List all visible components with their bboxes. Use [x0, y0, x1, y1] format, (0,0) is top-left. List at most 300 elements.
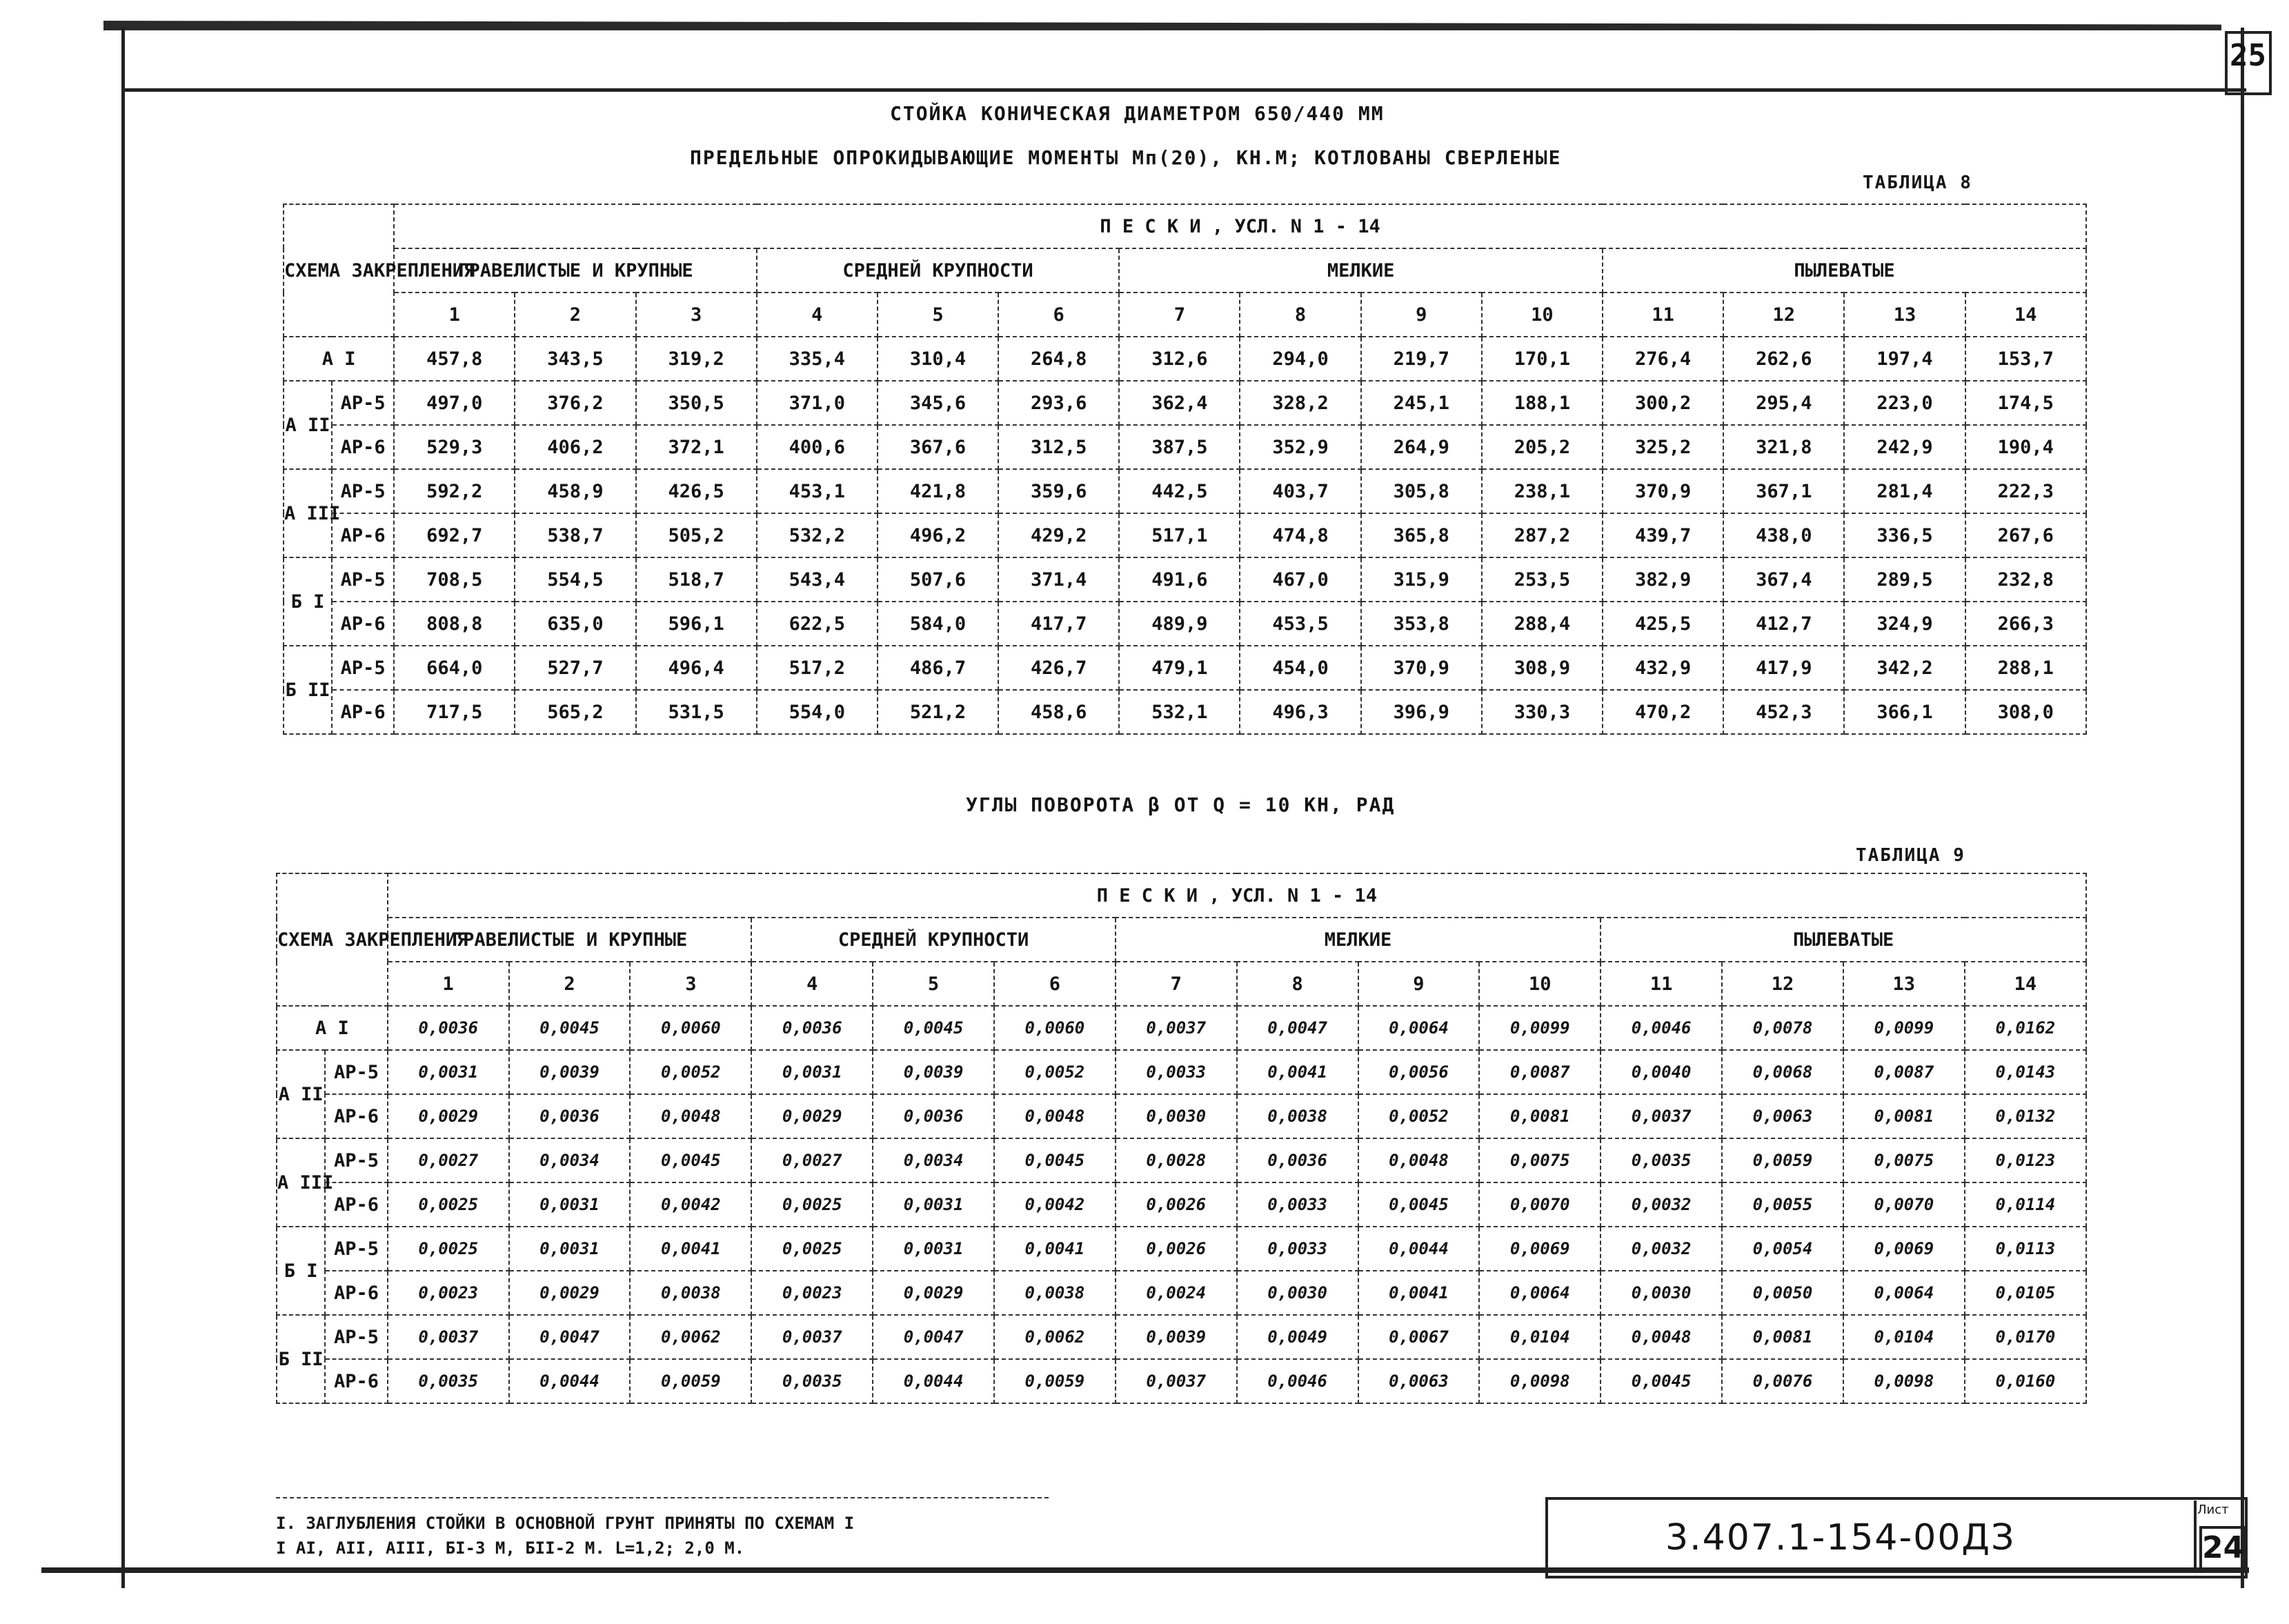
table-row — [284, 646, 2086, 690]
table-cell: 426,5 — [636, 469, 757, 513]
title-block-stamp — [1545, 1497, 2248, 1578]
table-cell: 417,7 — [998, 602, 1119, 646]
frame-right-line — [2241, 28, 2244, 1588]
table-cell: 554,0 — [757, 690, 878, 734]
table-cell: 0,0048 — [1358, 1138, 1480, 1182]
table-cell: 0,0047 — [1237, 1006, 1358, 1050]
column-number: 7 — [1116, 962, 1237, 1006]
scheme-label: А I — [277, 1006, 388, 1050]
table-cell: 315,9 — [1361, 557, 1482, 602]
table-cell: 0,0044 — [509, 1359, 631, 1403]
table-cell: 0,0032 — [1601, 1227, 1722, 1271]
table-cell: 496,2 — [878, 513, 998, 557]
scheme-label: Б I — [277, 1227, 325, 1315]
scheme-label: Б I — [284, 557, 332, 646]
table-cell: 0,0050 — [1722, 1271, 1843, 1315]
table-cell: 0,0037 — [1601, 1094, 1722, 1138]
table-cell: 0,0033 — [1116, 1050, 1237, 1094]
anchor-type: АР-6 — [332, 602, 394, 646]
column-number: 3 — [630, 962, 751, 1006]
scheme-label: А I — [284, 337, 394, 381]
table-cell: 0,0037 — [1116, 1006, 1237, 1050]
soil-header: П Е С К И , УСЛ. N 1 - 14 — [388, 873, 2086, 918]
column-number: 5 — [873, 962, 994, 1006]
table-cell: 0,0045 — [1358, 1182, 1480, 1227]
table-cell: 0,0036 — [1237, 1138, 1358, 1182]
table-cell: 305,8 — [1361, 469, 1482, 513]
table-cell: 232,8 — [1965, 557, 2086, 602]
column-number: 2 — [515, 293, 635, 337]
table-cell: 0,0075 — [1479, 1138, 1601, 1182]
table-cell: 293,6 — [998, 381, 1119, 425]
table-cell: 0,0098 — [1479, 1359, 1601, 1403]
table-cell: 0,0034 — [873, 1138, 994, 1182]
table-cell: 0,0030 — [1237, 1271, 1358, 1315]
frame-left-line — [121, 28, 125, 1588]
table-cell: 253,5 — [1482, 557, 1603, 602]
table-cell: 0,0034 — [509, 1138, 631, 1182]
table-cell: 0,0036 — [873, 1094, 994, 1138]
table-cell: 328,2 — [1240, 381, 1360, 425]
table-cell: 310,4 — [878, 337, 998, 381]
sheet-number: 24 — [2199, 1526, 2245, 1570]
table-cell: 0,0047 — [873, 1315, 994, 1359]
table-cell: 0,0040 — [1601, 1050, 1722, 1094]
table-cell: 565,2 — [515, 690, 635, 734]
column-number: 2 — [509, 962, 631, 1006]
table-cell: 0,0041 — [994, 1227, 1116, 1271]
table-cell: 403,7 — [1240, 469, 1360, 513]
table-cell: 470,2 — [1603, 690, 1723, 734]
table-cell: 238,1 — [1482, 469, 1603, 513]
column-number: 11 — [1603, 293, 1723, 337]
table-cell: 367,1 — [1723, 469, 1844, 513]
anchor-type: АР-5 — [332, 469, 394, 513]
table-cell: 0,0123 — [1965, 1138, 2086, 1182]
table-cell: 223,0 — [1844, 381, 1965, 425]
anchor-type: АР-5 — [332, 646, 394, 690]
table-cell: 0,0059 — [630, 1359, 751, 1403]
table-cell: 0,0105 — [1965, 1271, 2086, 1315]
table-cell: 453,1 — [757, 469, 878, 513]
sheet-corner-number: 25 — [2230, 38, 2266, 73]
table-cell: 592,2 — [394, 469, 515, 513]
table-cell: 442,5 — [1119, 469, 1240, 513]
anchor-type: АР-6 — [325, 1094, 387, 1138]
table-cell: 0,0048 — [1601, 1315, 1722, 1359]
table-cell: 479,1 — [1119, 646, 1240, 690]
table-cell: 153,7 — [1965, 337, 2086, 381]
table-cell: 352,9 — [1240, 425, 1360, 469]
table-cell: 0,0070 — [1843, 1182, 1965, 1227]
table-cell: 0,0069 — [1479, 1227, 1601, 1271]
table-cell: 429,2 — [998, 513, 1119, 557]
table-cell: 0,0062 — [994, 1315, 1116, 1359]
table-cell: 0,0081 — [1843, 1094, 1965, 1138]
table-cell: 188,1 — [1482, 381, 1603, 425]
anchor-type: АР-5 — [325, 1315, 387, 1359]
scheme-header: СХЕМА ЗАКРЕПЛЕНИЯ — [277, 873, 388, 1006]
table-cell: 0,0031 — [388, 1050, 509, 1094]
table-cell: 0,0098 — [1843, 1359, 1965, 1403]
anchor-type: АР-5 — [332, 557, 394, 602]
table-cell: 527,7 — [515, 646, 635, 690]
table-cell: 312,6 — [1119, 337, 1240, 381]
table-cell: 0,0045 — [630, 1138, 751, 1182]
table-cell: 0,0055 — [1722, 1182, 1843, 1227]
anchor-type: АР-6 — [325, 1271, 387, 1315]
table-cell: 367,6 — [878, 425, 998, 469]
scheme-label: А III — [284, 469, 332, 557]
table-cell: 0,0160 — [1965, 1359, 2086, 1403]
table-cell: 0,0036 — [388, 1006, 509, 1050]
table-cell: 276,4 — [1603, 337, 1723, 381]
table-cell: 0,0087 — [1479, 1050, 1601, 1094]
column-number: 6 — [998, 293, 1119, 337]
column-number: 13 — [1843, 962, 1965, 1006]
column-number: 10 — [1482, 293, 1603, 337]
table-cell: 0,0023 — [751, 1271, 873, 1315]
table-cell: 0,0068 — [1722, 1050, 1843, 1094]
column-number: 7 — [1119, 293, 1240, 337]
table-cell: 0,0056 — [1358, 1050, 1480, 1094]
soil-group-header: ГРАВЕЛИСТЫЕ И КРУПНЫЕ — [388, 918, 752, 962]
table-row — [277, 1094, 2086, 1138]
table-cell: 0,0033 — [1237, 1227, 1358, 1271]
table-cell: 622,5 — [757, 602, 878, 646]
table-cell: 0,0023 — [388, 1271, 509, 1315]
table-cell: 336,5 — [1844, 513, 1965, 557]
table-cell: 222,3 — [1965, 469, 2086, 513]
table-cell: 0,0036 — [751, 1006, 873, 1050]
table-cell: 242,9 — [1844, 425, 1965, 469]
table-cell: 0,0026 — [1116, 1182, 1237, 1227]
table-cell: 529,3 — [394, 425, 515, 469]
table-cell: 371,0 — [757, 381, 878, 425]
table-cell: 531,5 — [636, 690, 757, 734]
table-cell: 521,2 — [878, 690, 998, 734]
table-row — [277, 1227, 2086, 1271]
column-number: 8 — [1237, 962, 1358, 1006]
table-row — [277, 1182, 2086, 1227]
table-cell: 0,0031 — [509, 1227, 631, 1271]
table-cell: 0,0031 — [873, 1182, 994, 1227]
table-cell: 0,0045 — [873, 1006, 994, 1050]
table-cell: 538,7 — [515, 513, 635, 557]
table-cell: 359,6 — [998, 469, 1119, 513]
table-cell: 0,0031 — [873, 1227, 994, 1271]
table-cell: 0,0044 — [873, 1359, 994, 1403]
scheme-label: А III — [277, 1138, 325, 1227]
table-cell: 0,0081 — [1722, 1315, 1843, 1359]
table-cell: 0,0038 — [994, 1271, 1116, 1315]
table9-caption: УГЛЫ ПОВОРОТА β ОТ Q = 10 КН, РАД — [966, 793, 1396, 816]
table-cell: 0,0027 — [388, 1138, 509, 1182]
table-cell: 288,4 — [1482, 602, 1603, 646]
table-cell: 0,0041 — [1237, 1050, 1358, 1094]
table-cell: 489,9 — [1119, 602, 1240, 646]
table-cell: 0,0170 — [1965, 1315, 2086, 1359]
table-cell: 0,0162 — [1965, 1006, 2086, 1050]
table-cell: 0,0076 — [1722, 1359, 1843, 1403]
table-cell: 0,0029 — [873, 1271, 994, 1315]
anchor-type: АР-5 — [325, 1227, 387, 1271]
table-cell: 517,2 — [757, 646, 878, 690]
table-cell: 518,7 — [636, 557, 757, 602]
table-row — [284, 469, 2086, 513]
table-cell: 458,9 — [515, 469, 635, 513]
table-cell: 0,0033 — [1237, 1182, 1358, 1227]
column-number: 4 — [757, 293, 878, 337]
table-cell: 365,8 — [1361, 513, 1482, 557]
table-row — [284, 337, 2086, 381]
table-cell: 0,0039 — [873, 1050, 994, 1094]
table-cell: 287,2 — [1482, 513, 1603, 557]
table-cell: 0,0027 — [751, 1138, 873, 1182]
table-cell: 0,0078 — [1722, 1006, 1843, 1050]
table-cell: 0,0044 — [1358, 1227, 1480, 1271]
table-cell: 438,0 — [1723, 513, 1844, 557]
soil-group-header: ПЫЛЕВАТЫЕ — [1603, 248, 2086, 293]
table-cell: 0,0024 — [1116, 1271, 1237, 1315]
table-cell: 505,2 — [636, 513, 757, 557]
table-cell: 0,0049 — [1237, 1315, 1358, 1359]
table-cell: 0,0046 — [1601, 1006, 1722, 1050]
table-cell: 262,6 — [1723, 337, 1844, 381]
table-cell: 0,0052 — [994, 1050, 1116, 1094]
table-cell: 372,1 — [636, 425, 757, 469]
table-cell: 190,4 — [1965, 425, 2086, 469]
table-cell: 0,0026 — [1116, 1227, 1237, 1271]
table-cell: 0,0030 — [1116, 1094, 1237, 1138]
table-cell: 517,1 — [1119, 513, 1240, 557]
table-cell: 370,9 — [1361, 646, 1482, 690]
table-cell: 0,0025 — [388, 1227, 509, 1271]
soil-group-header: СРЕДНЕЙ КРУПНОСТИ — [757, 248, 1120, 293]
scheme-label: Б II — [284, 646, 332, 734]
table-cell: 425,5 — [1603, 602, 1723, 646]
table-cell: 454,0 — [1240, 646, 1360, 690]
column-number: 14 — [1965, 962, 2086, 1006]
table-cell: 324,9 — [1844, 602, 1965, 646]
table-cell: 174,5 — [1965, 381, 2086, 425]
table-cell: 312,5 — [998, 425, 1119, 469]
anchor-type: АР-5 — [325, 1050, 387, 1094]
table-cell: 0,0114 — [1965, 1182, 2086, 1227]
table-cell: 321,8 — [1723, 425, 1844, 469]
column-number: 4 — [751, 962, 873, 1006]
table-cell: 170,1 — [1482, 337, 1603, 381]
column-number: 5 — [878, 293, 998, 337]
table-cell: 532,1 — [1119, 690, 1240, 734]
table-cell: 197,4 — [1844, 337, 1965, 381]
table-row — [277, 1359, 2086, 1403]
table-cell: 0,0052 — [1358, 1094, 1480, 1138]
table-cell: 0,0029 — [509, 1271, 631, 1315]
anchor-type: АР-6 — [325, 1182, 387, 1227]
table-cell: 0,0060 — [630, 1006, 751, 1050]
table-cell: 406,2 — [515, 425, 635, 469]
table-cell: 458,6 — [998, 690, 1119, 734]
table-cell: 0,0099 — [1843, 1006, 1965, 1050]
table-cell: 0,0063 — [1358, 1359, 1480, 1403]
table-cell: 308,9 — [1482, 646, 1603, 690]
table-cell: 0,0081 — [1479, 1094, 1601, 1138]
table-cell: 0,0087 — [1843, 1050, 1965, 1094]
table-cell: 584,0 — [878, 602, 998, 646]
anchor-type: АР-6 — [325, 1359, 387, 1403]
table-row — [284, 425, 2086, 469]
note-line-1: I. ЗАГЛУБЛЕНИЯ СТОЙКИ В ОСНОВНОЙ ГРУНТ ПРИНЯТЫ ПО СХЕМАМ I — [276, 1514, 855, 1533]
table-cell: 400,6 — [757, 425, 878, 469]
table-cell: 330,3 — [1482, 690, 1603, 734]
table8-caption: ПРЕДЕЛЬНЫЕ ОПРОКИДЫВАЮЩИЕ МОМЕНТЫ Мп(20), КН.М; КОТЛОВАНЫ СВЕРЛЕНЫЕ — [690, 146, 1562, 169]
anchor-type: АР-6 — [332, 690, 394, 734]
table-cell: 692,7 — [394, 513, 515, 557]
table-cell: 474,8 — [1240, 513, 1360, 557]
table-row — [284, 690, 2086, 734]
table-cell: 0,0031 — [509, 1182, 631, 1227]
table-cell: 0,0046 — [1237, 1359, 1358, 1403]
column-number: 8 — [1240, 293, 1360, 337]
table-cell: 496,3 — [1240, 690, 1360, 734]
sheet-label: Лист — [2197, 1503, 2229, 1517]
notes-block — [276, 1497, 1049, 1567]
table-cell: 295,4 — [1723, 381, 1844, 425]
table-cell: 421,8 — [878, 469, 998, 513]
table-cell: 366,1 — [1844, 690, 1965, 734]
table-cell: 367,4 — [1723, 557, 1844, 602]
table-cell: 417,9 — [1723, 646, 1844, 690]
table-row — [284, 381, 2086, 425]
table-row — [277, 1315, 2086, 1359]
anchor-type: АР-5 — [332, 381, 394, 425]
column-number: 11 — [1601, 962, 1722, 1006]
column-number: 9 — [1361, 293, 1482, 337]
anchor-type: АР-5 — [325, 1138, 387, 1182]
soil-group-header: МЕЛКИЕ — [1116, 918, 1601, 962]
table-cell: 362,4 — [1119, 381, 1240, 425]
table-cell: 0,0075 — [1843, 1138, 1965, 1182]
table-cell: 467,0 — [1240, 557, 1360, 602]
table-cell: 635,0 — [515, 602, 635, 646]
table-cell: 325,2 — [1603, 425, 1723, 469]
table-cell: 0,0070 — [1479, 1182, 1601, 1227]
table-cell: 486,7 — [878, 646, 998, 690]
table-cell: 245,1 — [1361, 381, 1482, 425]
column-number: 9 — [1358, 962, 1480, 1006]
table-cell: 532,2 — [757, 513, 878, 557]
column-number: 1 — [388, 962, 509, 1006]
table-cell: 0,0045 — [509, 1006, 631, 1050]
table-cell: 0,0048 — [630, 1094, 751, 1138]
table-cell: 0,0113 — [1965, 1227, 2086, 1271]
soil-group-header: СРЕДНЕЙ КРУПНОСТИ — [751, 918, 1116, 962]
column-number: 14 — [1965, 293, 2086, 337]
table-cell: 370,9 — [1603, 469, 1723, 513]
table-cell: 0,0064 — [1479, 1271, 1601, 1315]
table-cell: 267,6 — [1965, 513, 2086, 557]
table-cell: 0,0067 — [1358, 1315, 1480, 1359]
table-cell: 717,5 — [394, 690, 515, 734]
table-row — [277, 1006, 2086, 1050]
table-cell: 596,1 — [636, 602, 757, 646]
table-row — [277, 1138, 2086, 1182]
soil-group-header: МЕЛКИЕ — [1119, 248, 1603, 293]
table-cell: 432,9 — [1603, 646, 1723, 690]
column-number: 12 — [1722, 962, 1843, 1006]
column-number: 10 — [1479, 962, 1601, 1006]
table-cell: 382,9 — [1603, 557, 1723, 602]
table-row — [284, 602, 2086, 646]
table-cell: 205,2 — [1482, 425, 1603, 469]
table-cell: 0,0069 — [1843, 1227, 1965, 1271]
table-cell: 0,0038 — [630, 1271, 751, 1315]
table-cell: 219,7 — [1361, 337, 1482, 381]
table-cell: 387,5 — [1119, 425, 1240, 469]
table-cell: 808,8 — [394, 602, 515, 646]
table-cell: 543,4 — [757, 557, 878, 602]
table-cell: 294,0 — [1240, 337, 1360, 381]
table-cell: 0,0041 — [630, 1227, 751, 1271]
table-cell: 496,4 — [636, 646, 757, 690]
table-cell: 0,0035 — [1601, 1138, 1722, 1182]
table-row — [277, 1271, 2086, 1315]
table-cell: 376,2 — [515, 381, 635, 425]
frame-inner-top-line — [121, 88, 2246, 92]
table-cell: 0,0038 — [1237, 1094, 1358, 1138]
table-cell: 0,0059 — [994, 1359, 1116, 1403]
table-cell: 0,0042 — [994, 1182, 1116, 1227]
table-cell: 0,0031 — [751, 1050, 873, 1094]
table-cell: 264,8 — [998, 337, 1119, 381]
table-cell: 300,2 — [1603, 381, 1723, 425]
table-cell: 0,0060 — [994, 1006, 1116, 1050]
scheme-label: А II — [277, 1050, 325, 1138]
table-cell: 289,5 — [1844, 557, 1965, 602]
table-cell: 0,0064 — [1843, 1271, 1965, 1315]
table-cell: 308,0 — [1965, 690, 2086, 734]
table-cell: 0,0104 — [1843, 1315, 1965, 1359]
scheme-label: Б II — [277, 1315, 325, 1403]
frame-top-edge — [103, 21, 2221, 30]
soil-header: П Е С К И , УСЛ. N 1 - 14 — [394, 204, 2086, 248]
table-row — [284, 557, 2086, 602]
table-cell: 0,0037 — [388, 1315, 509, 1359]
table-cell: 0,0036 — [509, 1094, 631, 1138]
table-cell: 497,0 — [394, 381, 515, 425]
table-cell: 0,0037 — [1116, 1359, 1237, 1403]
table-cell: 439,7 — [1603, 513, 1723, 557]
table8-label: ТАБЛИЦА 8 — [1863, 172, 1972, 193]
table-cell: 0,0035 — [751, 1359, 873, 1403]
table-cell: 0,0048 — [994, 1094, 1116, 1138]
table-cell: 0,0029 — [751, 1094, 873, 1138]
table-cell: 345,6 — [878, 381, 998, 425]
table-cell: 371,4 — [998, 557, 1119, 602]
table-cell: 0,0099 — [1479, 1006, 1601, 1050]
column-number: 6 — [994, 962, 1116, 1006]
table-8 — [283, 204, 2087, 735]
table-row — [277, 1050, 2086, 1094]
table-cell: 0,0029 — [388, 1094, 509, 1138]
table-cell: 452,3 — [1723, 690, 1844, 734]
table-cell: 0,0045 — [1601, 1359, 1722, 1403]
table-cell: 453,5 — [1240, 602, 1360, 646]
soil-group-header: ГРАВЕЛИСТЫЕ И КРУПНЫЕ — [394, 248, 757, 293]
table-cell: 0,0045 — [994, 1138, 1116, 1182]
table-cell: 491,6 — [1119, 557, 1240, 602]
